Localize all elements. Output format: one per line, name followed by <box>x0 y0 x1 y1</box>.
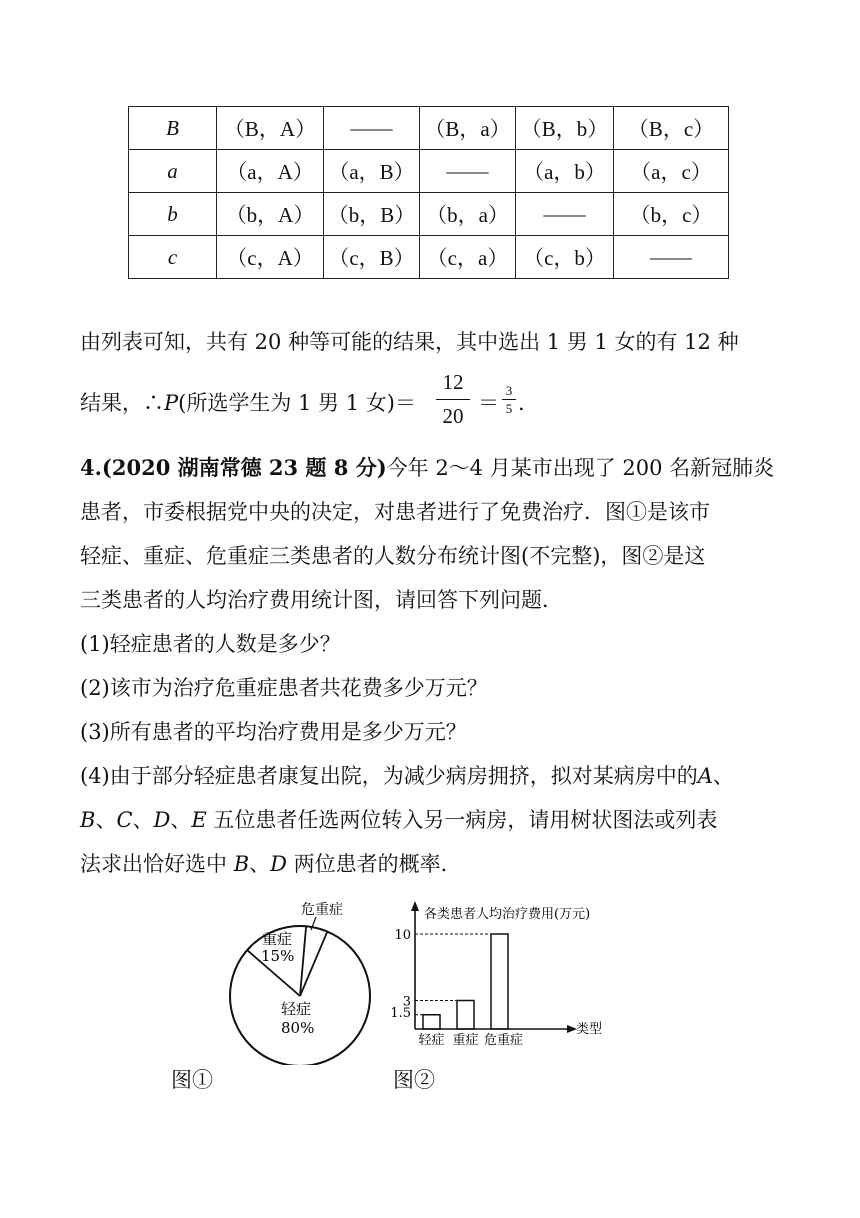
patient-c: C <box>116 808 133 832</box>
question-3: (3)所有患者的平均治疗费用是多少万元？ <box>80 720 467 744</box>
question-4-line-2 <box>80 808 800 832</box>
table-cell: （c，B） <box>324 236 420 279</box>
y-tick-label: 3 <box>402 994 411 1010</box>
pie-label-severe: 重症 <box>262 930 293 948</box>
table-cell: （a，b） <box>516 150 614 193</box>
conclusion-period: . <box>518 391 525 415</box>
table-row <box>129 107 729 150</box>
table-row <box>129 236 729 279</box>
fraction-numerator: 12 <box>442 370 464 394</box>
pie-label-mild: 轻症 <box>281 1000 312 1018</box>
bar-2 <box>457 1001 474 1030</box>
bar-chart <box>370 898 620 1053</box>
x-tick-label: 轻症 <box>418 1033 445 1048</box>
table-cell: （B，b） <box>516 107 614 150</box>
problem-line-4: 三类患者的人均治疗费用统计图，请回答下列问题． <box>80 588 563 612</box>
pie-chart <box>220 895 380 1065</box>
pie-label-critical: 危重症 <box>301 902 343 918</box>
table-cell: （c，A） <box>217 236 324 279</box>
outcome-table <box>128 106 729 279</box>
x-axis-label: 类型 <box>576 1022 603 1037</box>
conclusion-event: (所选学生为 1 男 1 女)＝ <box>178 391 416 415</box>
table-cell: —— <box>324 107 420 150</box>
probability-symbol: P <box>164 391 179 415</box>
question-1: (1)轻症患者的人数是多少？ <box>80 632 341 656</box>
table-cell: （c，b） <box>516 236 614 279</box>
row-header-cell: c <box>129 236 217 279</box>
bar-1 <box>423 1015 440 1029</box>
equals-sign: ＝ <box>478 391 499 415</box>
q4-sep: 、 <box>249 852 271 876</box>
fraction-12-20 <box>436 372 470 427</box>
problem-line-2: 患者，市委根据党中央的决定，对患者进行了免费治疗．图①是该市 <box>80 500 710 524</box>
pie-pct-severe: 15% <box>261 947 295 965</box>
row-header-cell: b <box>129 193 217 236</box>
table-cell: （a，A） <box>217 150 324 193</box>
row-header-cell: B <box>129 107 217 150</box>
y-tick-label: 1.5 <box>390 1005 411 1021</box>
q4-sep: 、 <box>712 764 734 788</box>
table-row <box>129 150 729 193</box>
q4-text: 五位患者任选两位转入另一病房，请用树状图法或列表 <box>206 808 718 832</box>
problem-line-3: 轻症、重症、危重症三类患者的人数分布统计图(不完整)，图②是这 <box>80 544 706 568</box>
fraction-denominator: 5 <box>505 401 513 416</box>
problem-text: 今年 2～4 月某市出现了 200 名新冠肺炎 <box>386 456 775 480</box>
table-cell: （B，c） <box>614 107 729 150</box>
table-cell: （c，a） <box>420 236 516 279</box>
fraction-denominator: 20 <box>442 404 464 428</box>
q4-text: 两位患者的概率． <box>286 852 462 876</box>
row-header-cell: a <box>129 150 217 193</box>
table-cell: —— <box>516 193 614 236</box>
patient-e: E <box>191 808 207 832</box>
y-tick-label: 10 <box>394 928 411 943</box>
bar-3 <box>491 934 508 1029</box>
q4-sep: 、 <box>170 808 192 832</box>
question-4-line-1 <box>80 764 800 788</box>
problem-source: 4.(2020 湖南常德 23 题 8 分) <box>80 455 387 480</box>
figure-2-caption: 图② <box>393 1068 435 1092</box>
patient-b: B <box>233 852 250 876</box>
table-cell: —— <box>420 150 516 193</box>
q4-sep: 、 <box>95 808 117 832</box>
table-cell: （b，c） <box>614 193 729 236</box>
patient-a: A <box>697 764 713 788</box>
y-axis-label: 各类患者人均治疗费用(万元) <box>424 907 591 922</box>
q4-sep: 、 <box>132 808 154 832</box>
problem-line-1 <box>80 456 800 480</box>
fraction-numerator: 3 <box>505 383 513 398</box>
fraction-3-5 <box>502 384 516 415</box>
conclusion-prefix: 结果，∴ <box>80 391 164 415</box>
patient-d: D <box>270 852 287 876</box>
patient-d: D <box>153 808 171 832</box>
table-row <box>129 193 729 236</box>
conclusion-line-1: 由列表可知，共有 20 种等可能的结果，其中选出 1 男 1 女的有 12 种 <box>80 330 739 354</box>
table-cell: （b，a） <box>420 193 516 236</box>
patient-b: B <box>80 808 96 832</box>
x-tick-label: 重症 <box>452 1033 479 1048</box>
table-cell: （b，B） <box>324 193 420 236</box>
question-4-line-3 <box>80 852 800 876</box>
x-tick-label: 危重症 <box>483 1033 524 1048</box>
table-cell: （a，c） <box>614 150 729 193</box>
question-2: (2)该市为治疗危重症患者共花费多少万元？ <box>80 676 488 700</box>
q4-text: (4)由于部分轻症患者康复出院，为减少病房拥挤，拟对某病房中的 <box>80 764 698 788</box>
table-cell: （a，B） <box>324 150 420 193</box>
figure-1-caption: 图① <box>171 1068 213 1092</box>
table-cell: —— <box>614 236 729 279</box>
q4-text: 法求出恰好选中 <box>80 852 234 876</box>
table-cell: （b，A） <box>217 193 324 236</box>
pie-pct-mild: 80% <box>281 1019 315 1037</box>
table-cell: （B，A） <box>217 107 324 150</box>
table-cell: （B，a） <box>420 107 516 150</box>
